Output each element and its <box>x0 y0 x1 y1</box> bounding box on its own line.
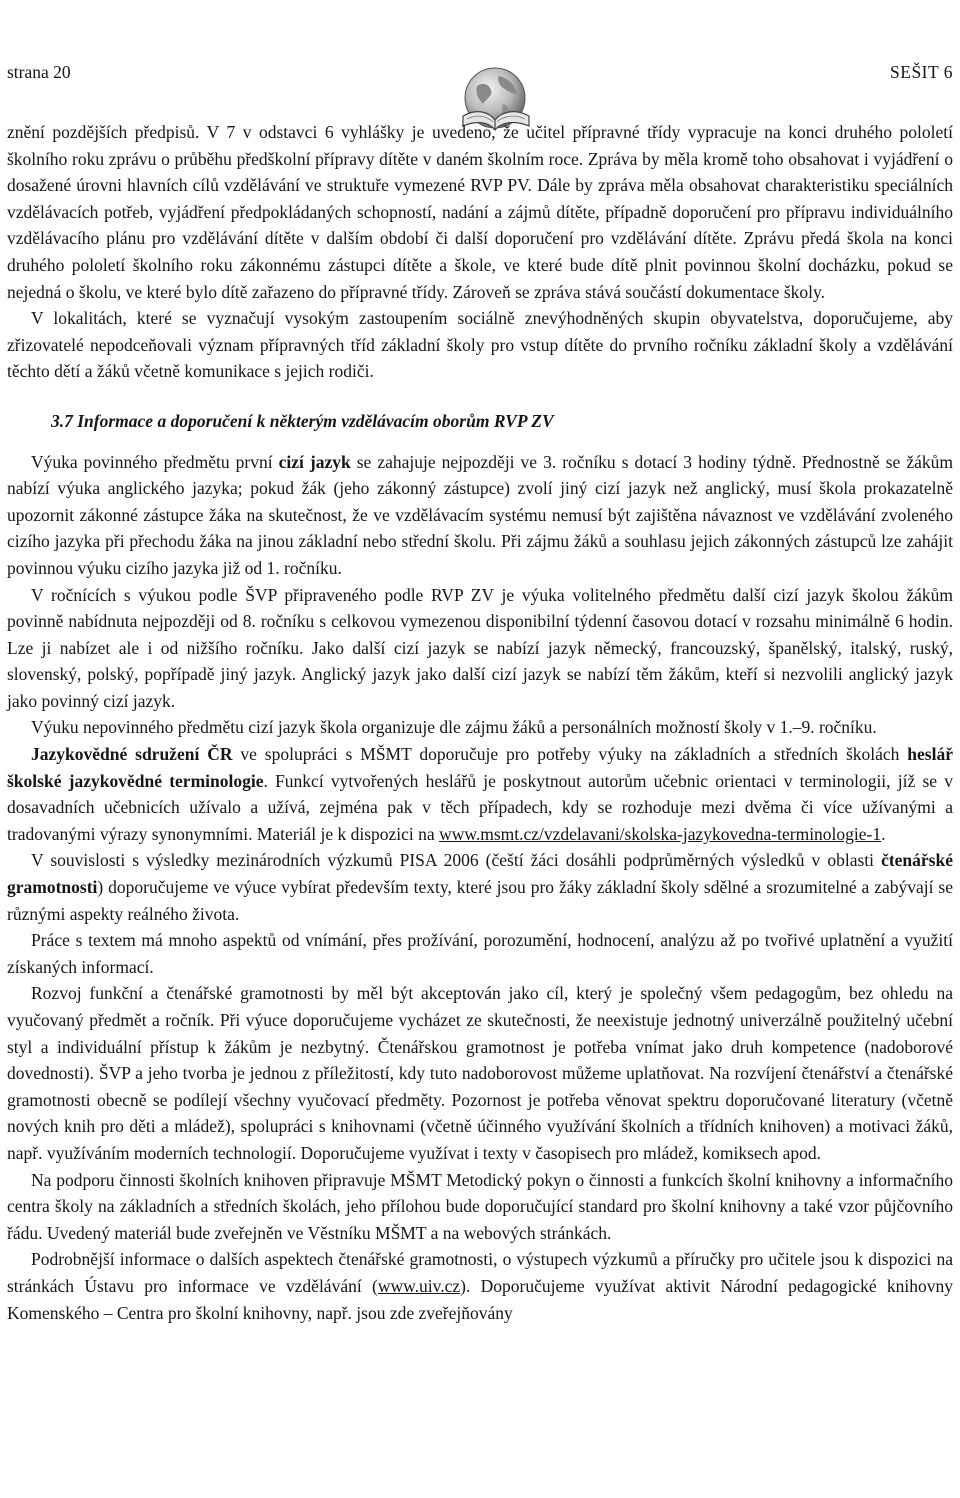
paragraph: Podrobnější informace o dalších aspektech čtenářské gramotnosti, o výstupech výzkumů a příručky pro učitele jsou k dispozici na stránkách Ústavu pro informace ve vzdělávání (www.uiv.cz). Doporučujeme využívat aktivit Národní pedagogické knihovny Komenského – Centra pro školní knihovny, např. jsou zde zveřejňovány <box>7 1249 954 1323</box>
issue-label: SEŠIT 6 <box>890 62 953 82</box>
paragraph: Výuka povinného předmětu první cizí jazyk se zahajuje nejpozději ve 3. ročníku s dotací 3 hodiny týdně. Přednostně se žákům nabízí výuka anglického jazyka; pokud žák (jeho zákonný zástupce) zvolí jiný cizí jazyk než anglický, musí škola prokazatelně upozornit zákonné zástupce žáka na skutečnost, že ve vzdělávacím systému nemusí být zajištěna návaznost ve vzdělávání zvoleného cizího jazyka při přechodu žáka na jinou základní nebo střední školu. Při zájmu žáků a souhlasu jejich zákonných zástupců lze zahájit povinnou výuku cizího jazyka již od 1. ročníku. <box>7 451 953 578</box>
section-heading: 3.7 Informace a doporučení k některým vzdělávacím oborům RVP ZV <box>51 410 554 431</box>
paragraph: Rozvoj funkční a čtenářské gramotnosti by měl být akceptován jako cíl, který je společný všem pedagogům, bez ohledu na vyučovaný předmět a ročník. Při výuce doporučujeme vycházet ze skutečnosti, že neexistuje jednotný univerzálně použitelný učební styl a individuální přístup k žákům je nezbytný. Čtenářskou gramotnost je potřeba vnímat jako druh kompetence (nadoborové dovednosti). ŠVP a jeho tvorba je jednou z příležitostí, kdy tuto nadoborovost můžeme uplatňovat. Na rozvíjení čtenářství a čtenářské gramotnosti obecně se podílejí všechny vyučovací předměty. Pozornost je potřeba věnovat spektru doporučované literatury (včetně nových knih pro děti a mládež), spolupráci s knihovnami (včetně účinného využívání školních a třídních knihoven) a motivaci žáků, např. využíváním moderních technologií. Doporučujeme využívat i texty v časopisech pro mládež, komiksech apod. <box>7 983 953 1163</box>
paragraph: Na podporu činnosti školních knihoven připravuje MŠMT Metodický pokyn o činnosti a funkcích školní knihovny a informačního centra školy na základních a středních školách, jeho přílohou bude doporučující standard pro školní knihovny a také vzor půjčovního řádu. Uvedený materiál bude zveřejněn ve Věstníku MŠMT a na webových stránkách. <box>7 1169 953 1243</box>
paragraph: Výuku nepovinného předmětu cizí jazyk škola organizuje dle zájmu žáků a personálních možností školy v 1.–9. ročníku. <box>31 717 877 738</box>
page-content <box>7 119 953 1326</box>
page-number: strana 20 <box>7 62 71 82</box>
msmt-link[interactable]: www.msmt.cz/vzdelavani/skolska-jazykovedna-terminologie-1 <box>439 823 882 844</box>
paragraph: V lokalitách, které se vyznačují vysokým zastoupením sociálně znevýhodněných skupin obyvatelstva, doporučujeme, aby zřizovatelé nepodceňovali význam přípravných tříd základní školy pro vstup dítěte do prvního ročníku základní školy a vzdělávání těchto dětí a žáků včetně komunikace s jejich rodiči. <box>7 308 953 382</box>
paragraph: Práce s textem má mnoho aspektů od vnímání, přes prožívání, porozumění, hodnocení, analýzu až po tvořivé uplatnění a využití získaných informací. <box>7 930 953 977</box>
paragraph: znění pozdějších předpisů. V 7 v odstavci 6 vyhlášky je uvedeno, že učitel přípravné třídy vypracuje na konci druhého pololetí školního roku zprávu o průběhu předškolní přípravy dítěte v daném školním roce. Zpráva by měla kromě toho obsahovat i vyjádření o dosažené úrovni hlavních cílů vzdělávání ve struktuře vymezené RVP PV. Dále by zpráva měla obsahovat charakteristiku speciálních vzdělávacích potřeb, vyjádření předpokládaných schopností, nadání a zájmů dítěte, případně doporučení pro přípravu individuálního vzdělávacího plánu pro vzdělávání dítěte v dalším období či další doporučení pro vzdělávání dítěte. Zprávu předá škola na konci druhého pololetí školního roku zákonnému zástupci dítěte a škole, ve které bude dítě plnit povinnou školní docházku, pokud se nejedná o školu, ve které bylo dítě zařazeno do přípravné třídy. Zároveň se zpráva stává součástí dokumentace školy. <box>7 122 953 302</box>
paragraph: V ročnících s výukou podle ŠVP připraveného podle RVP ZV je výuka volitelného předmětu další cizí jazyk školou žákům povinně nabídnuta nejpozději od 8. ročníku s celkovou vymezenou disponibilní týdenní časovou dotací v rozsahu minimálně 6 hodin. Lze ji nabízet ale i od nižšího ročníku. Jako další cizí jazyk se nabízí jazyk německý, francouzský, španělský, italský, ruský, slovenský, polský, popřípadě jiný jazyk. Anglický jazyk jako další cizí jazyk se nabízí těm žákům, kteří si nezvolili anglický jazyk jako povinný cizí jazyk. <box>7 584 953 711</box>
uiv-link[interactable]: www.uiv.cz <box>377 1275 461 1296</box>
paragraph: V souvislosti s výsledky mezinárodních výzkumů PISA 2006 (čeští žáci dosáhli podprůměrných výsledků v oblasti čtenářské gramotnosti) doporučujeme ve výuce vybírat především texty, které jsou pro žáky základní školy sdělné a srozumitelné a zabývají se různými aspekty reálného života. <box>7 850 953 924</box>
page-header <box>7 62 953 86</box>
paragraph: Jazykovědné sdružení ČR ve spolupráci s MŠMT doporučuje pro potřeby výuky na základních a středních školách heslář školské jazykovědné terminologie. Funkcí vytvořených heslářů je poskytnout autorům učebnic orientaci v terminologii, jíž se v dosavadních učebnicích užívalo a užívá, zejména pak v těch případech, kdy se rozhoduje mezi dvěma či více užívanými a tradovanými výrazy synonymními. Materiál je k dispozici na www.msmt.cz/vzdelavani/skolska-jazykovedna-terminologie-1. <box>7 744 953 844</box>
